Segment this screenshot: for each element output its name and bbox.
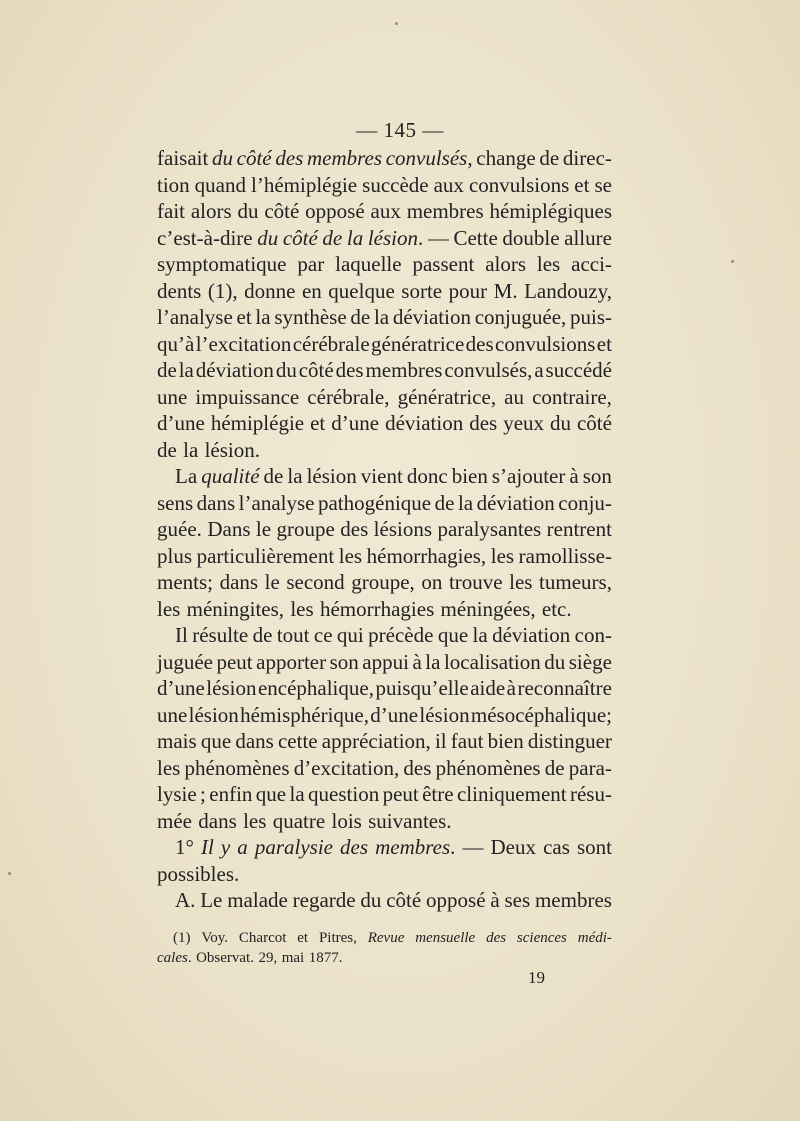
word: des [275, 146, 304, 170]
footnote-line [157, 928, 612, 948]
text-line [157, 649, 612, 676]
word: on [421, 570, 443, 594]
word: la [183, 437, 199, 462]
word: d’excitation, [293, 755, 400, 780]
text-line [157, 145, 612, 172]
word: encéphalique, [257, 676, 374, 700]
word: les [338, 543, 363, 568]
word: dans [235, 729, 274, 753]
word: la [425, 649, 441, 674]
word: phénomènes [184, 755, 290, 780]
word: ; [200, 782, 206, 806]
word: mensuelle [415, 930, 476, 946]
word: direc- [562, 146, 612, 170]
word: sorte [401, 278, 443, 303]
word: appréciation, [321, 729, 431, 753]
word: d’une [370, 702, 419, 727]
word: bien [451, 464, 488, 488]
word: regarde [292, 888, 356, 912]
text-line [157, 304, 612, 331]
text-line [157, 516, 612, 543]
word: Cette [453, 225, 498, 250]
word: qui [336, 623, 364, 647]
word: paralysantes [437, 517, 542, 541]
word: possibles. [157, 861, 240, 886]
word: cliniquement [456, 782, 567, 806]
word: suivantes. [368, 808, 452, 833]
word: convulsions [468, 172, 570, 197]
word: du [360, 888, 382, 912]
word: côté [282, 225, 318, 250]
word: convulsés, [385, 146, 473, 170]
word: alors [190, 199, 232, 223]
word: siège [568, 649, 612, 674]
word: Pitres, [318, 930, 357, 946]
word: puisqu’elle [375, 676, 469, 700]
word: allure [564, 225, 612, 250]
word: acci- [571, 252, 612, 276]
word: yeux [503, 411, 545, 435]
word: passent [412, 252, 475, 276]
word: rentrent [546, 517, 612, 541]
word: la [178, 358, 194, 382]
word: lésion [188, 702, 239, 727]
word: lois [331, 808, 362, 833]
word: par [297, 252, 325, 276]
text-line [157, 596, 612, 623]
word: groupe [276, 517, 335, 541]
word: à [506, 676, 516, 700]
word: sont [576, 835, 612, 859]
word: a [237, 835, 248, 859]
word: du [275, 358, 297, 382]
word: côté [264, 199, 300, 223]
word: à [412, 649, 422, 674]
word: précède [368, 623, 434, 647]
word: cérébrale [292, 331, 370, 356]
word: lésion [419, 702, 470, 727]
word: côté [236, 146, 272, 170]
word: hémorrhagies, [366, 543, 487, 568]
word: contraire, [532, 384, 612, 409]
word: les [536, 252, 561, 276]
word: la [255, 305, 271, 329]
word: que [200, 729, 232, 753]
word: le [264, 570, 280, 594]
word: A. [175, 888, 196, 912]
word: la [373, 305, 390, 329]
word: opposé [305, 199, 365, 223]
text-line [157, 463, 612, 490]
word: 1° [175, 835, 194, 859]
text-line [157, 225, 612, 252]
word: appui [362, 649, 409, 674]
word: c’est-à-dire [157, 225, 253, 250]
word: peut [216, 649, 253, 674]
word: cette [277, 729, 318, 753]
word: le [255, 517, 272, 541]
word: qualité [201, 464, 260, 488]
word: membres [406, 199, 484, 223]
word: d’une [157, 676, 205, 700]
word: opposé [426, 888, 486, 912]
word: (1) [173, 930, 191, 946]
word: conjuguée, [474, 305, 567, 329]
word: une [157, 384, 188, 409]
word: pathogénique [317, 490, 432, 515]
text-line [157, 861, 612, 888]
text-line [157, 887, 612, 914]
text-line [157, 543, 612, 570]
word: du [211, 146, 233, 170]
word: donne [244, 278, 296, 303]
word: les [509, 570, 533, 594]
word: hémisphérique, [240, 702, 369, 727]
word: de [157, 358, 177, 382]
word: l’analyse [238, 490, 315, 515]
word: question [308, 782, 380, 806]
word: symptomatique [157, 252, 287, 276]
word: hémiplégie [210, 411, 305, 435]
word: hémorrhagies [319, 596, 435, 621]
word: du [257, 225, 279, 250]
word: hémiplégiques [489, 199, 612, 223]
word: génératrice [371, 331, 465, 356]
word: déviation [392, 305, 471, 329]
word: aide [470, 676, 506, 700]
word: médi- [577, 930, 612, 946]
word: que [255, 782, 287, 806]
word: des [465, 331, 494, 356]
word: ramollisse- [518, 543, 612, 568]
word: aux [370, 199, 401, 223]
text-line [157, 251, 612, 278]
word: déviation [385, 411, 464, 435]
paper-speck [731, 260, 734, 263]
word: côté [576, 411, 612, 435]
word: les [157, 596, 181, 621]
word: Revue [367, 930, 405, 946]
word: vient [360, 464, 403, 488]
word: dents [157, 278, 202, 303]
word: quelque [328, 278, 395, 303]
text-line [157, 675, 612, 702]
word: Il [175, 623, 188, 647]
word: déviation [195, 358, 274, 382]
word: la [472, 623, 488, 647]
word: son [329, 649, 359, 674]
word: (1), [207, 278, 238, 303]
word: l’analyse [157, 305, 233, 329]
word: y [220, 835, 231, 859]
word: l’excitation [195, 331, 292, 356]
word: en [301, 278, 322, 303]
word: méningées, [440, 596, 536, 621]
word: impuissance [195, 384, 300, 409]
word: et [596, 331, 612, 356]
word: lésion. [367, 225, 424, 250]
word: méningites, [186, 596, 285, 621]
word: plus [157, 543, 193, 568]
word: lysie [157, 782, 197, 806]
word: aux [433, 172, 464, 197]
word: tumeurs, [539, 570, 612, 594]
word: membres [306, 146, 383, 170]
word: ses [504, 888, 531, 912]
word: mésocéphalique; [470, 702, 612, 727]
word: de [252, 623, 273, 647]
word: tion [157, 172, 190, 197]
word: résu- [569, 782, 612, 806]
word: Dans [207, 517, 251, 541]
word: ce [313, 623, 333, 647]
word: localisation [443, 649, 541, 674]
word: du [550, 411, 571, 435]
word: 1877. [308, 950, 343, 966]
paper-speck [395, 22, 398, 25]
word: des [335, 358, 364, 382]
word: sciences [516, 930, 567, 946]
word: des [340, 517, 369, 541]
text-line [157, 437, 612, 464]
word: change [476, 146, 536, 170]
word: peut [382, 782, 419, 806]
word: la [287, 464, 303, 488]
text-line [157, 755, 612, 782]
word: juguée [157, 649, 213, 674]
word: de [434, 490, 455, 515]
word: mai [281, 950, 305, 966]
word: fait [157, 199, 185, 223]
word: succédé [545, 358, 612, 382]
word: laquelle [335, 252, 402, 276]
word: ments; [157, 570, 213, 594]
word: particulièrement [196, 543, 335, 568]
word: être [422, 782, 454, 806]
word: du [544, 649, 566, 674]
word: d’une [331, 411, 380, 435]
word: tout [276, 623, 310, 647]
word: et [297, 930, 309, 946]
word: déviation [476, 490, 555, 515]
word: paralysie [254, 835, 333, 859]
word: Le [200, 888, 223, 912]
word: les [490, 543, 515, 568]
word: et [236, 305, 252, 329]
text-line [157, 384, 612, 411]
word: les [290, 596, 314, 621]
word: la [346, 225, 364, 250]
word: Landouzy, [524, 278, 612, 303]
word: phénomènes [435, 755, 541, 780]
word: du [237, 199, 259, 223]
word: des [486, 930, 507, 946]
word: a [534, 358, 544, 382]
word: con- [574, 623, 612, 647]
word: que [437, 623, 469, 647]
word: etc. [541, 596, 572, 621]
text-line [157, 410, 612, 437]
word: l’hémiplégie [251, 172, 358, 197]
word: et [574, 172, 590, 197]
word: cales. [157, 950, 192, 966]
word: faut [450, 729, 484, 753]
word: d’une [157, 411, 205, 435]
word: groupe, [351, 570, 415, 594]
word: membres [534, 888, 612, 912]
word: Observat. [196, 950, 254, 966]
word: les [243, 808, 267, 833]
word: qu’à [157, 331, 195, 356]
word: cas [543, 835, 570, 859]
word: pour [448, 278, 488, 303]
word: para- [568, 755, 612, 780]
word: sens [157, 490, 194, 515]
word: Voy. [201, 930, 229, 946]
word: convulsions [495, 331, 596, 356]
word: guée. [157, 517, 202, 541]
word: alors [485, 252, 527, 276]
word: de [157, 437, 177, 462]
word: côté [386, 888, 422, 912]
word: à [490, 888, 500, 912]
word: 29, [258, 950, 278, 966]
word: de [322, 225, 343, 250]
word: M. [493, 278, 518, 303]
word: génératrice, [397, 384, 497, 409]
word: résulte [192, 623, 249, 647]
word: au [504, 384, 524, 409]
text-line [157, 702, 612, 729]
word: second [286, 570, 345, 594]
word: de [350, 305, 371, 329]
word: dans [219, 570, 259, 594]
word: — [427, 225, 449, 250]
signature-mark: 19 [528, 968, 545, 987]
word: membres [365, 358, 443, 382]
word: bien [487, 729, 524, 753]
word: des [469, 411, 498, 435]
word: lésion. [204, 437, 260, 462]
word: lésions [373, 517, 433, 541]
word: lésion [206, 676, 257, 700]
word: il [434, 729, 447, 753]
word: Il [200, 835, 214, 859]
word: malade [227, 888, 288, 912]
word: reconnaître [517, 676, 612, 700]
word: cérébrale, [307, 384, 390, 409]
text-line [157, 331, 612, 358]
word: Charcot [238, 930, 287, 946]
word: puis- [570, 305, 612, 329]
word: faisait [157, 146, 209, 170]
word: — [462, 835, 484, 859]
word: dans [198, 808, 237, 833]
word: synthèse [274, 305, 347, 329]
word: la [457, 490, 474, 515]
text-line [157, 172, 612, 199]
word: des [403, 755, 432, 780]
word: apporter [256, 649, 327, 674]
word: dans [196, 490, 236, 515]
word: s’ajouter [491, 464, 566, 488]
word: et [310, 411, 326, 435]
word: Deux [490, 835, 537, 859]
word: membres. [375, 835, 456, 859]
word: les [157, 755, 181, 780]
word: quatre [272, 808, 326, 833]
word: une [157, 702, 188, 727]
text-line [157, 728, 612, 755]
word: mée [157, 808, 192, 833]
text-line [157, 278, 612, 305]
word: distinguer [527, 729, 612, 753]
text-line [157, 781, 612, 808]
word: mais [157, 729, 197, 753]
footnote-line [157, 948, 612, 968]
word: de [263, 464, 284, 488]
word: enfin [209, 782, 253, 806]
word: la [289, 782, 305, 806]
word: son [582, 464, 612, 488]
word: se [594, 172, 612, 197]
word: quand [194, 172, 246, 197]
paper-speck [8, 872, 11, 875]
word: à [569, 464, 579, 488]
text-line [157, 198, 612, 225]
word: déviation [492, 623, 571, 647]
text-line [157, 834, 612, 861]
word: trouve [448, 570, 503, 594]
text-line [157, 569, 612, 596]
word: côté [298, 358, 334, 382]
word: lésion [306, 464, 357, 488]
text-line [157, 808, 612, 835]
word: La [175, 464, 198, 488]
footnote [157, 928, 612, 968]
text-line [157, 622, 612, 649]
word: convulsés, [444, 358, 533, 382]
text-line [157, 357, 612, 384]
word: double [502, 225, 560, 250]
word: de [539, 146, 560, 170]
word: des [340, 835, 369, 859]
word: donc [406, 464, 448, 488]
word: de [544, 755, 565, 780]
page-number: — 145 — [356, 118, 444, 142]
main-text [157, 145, 612, 914]
word: conju- [558, 490, 612, 515]
word: succède [362, 172, 429, 197]
text-line [157, 490, 612, 517]
